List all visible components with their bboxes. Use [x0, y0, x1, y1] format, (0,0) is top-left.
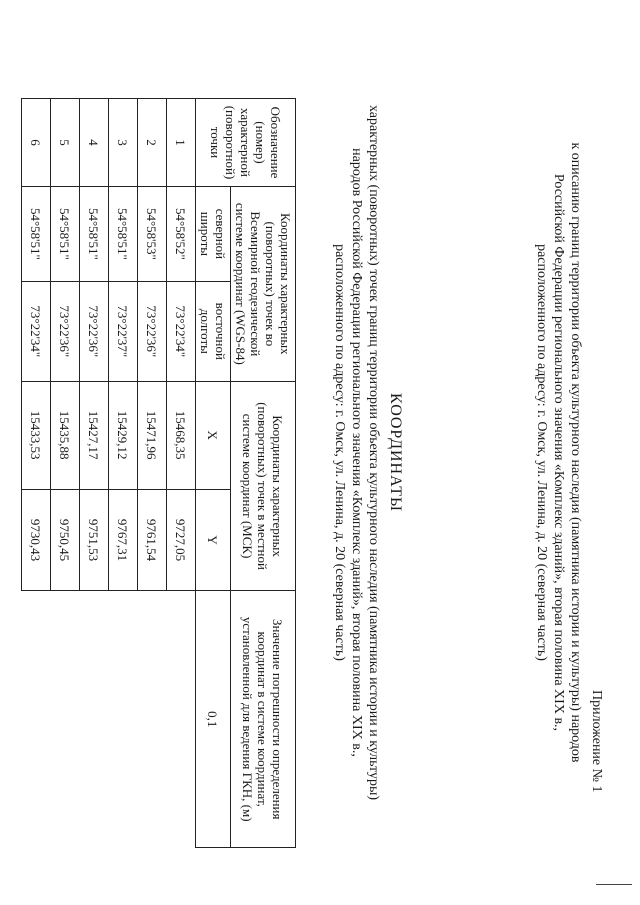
- subtitle-line: народов Российской Федерации регионального значения «Комплекс зданий», вторая половина XIX в.,: [349, 148, 364, 757]
- point-number: 2: [138, 99, 167, 187]
- latitude-cell: 54°58'51": [80, 186, 109, 281]
- y-cell: 9727,05: [167, 489, 196, 591]
- point-number: 4: [80, 99, 109, 187]
- y-cell: 9767,31: [109, 489, 138, 591]
- x-cell: 15433,53: [22, 381, 51, 489]
- x-cell: 15427,17: [80, 381, 109, 489]
- y-cell: 9730,43: [22, 489, 51, 591]
- longitude-cell: 73°22'34": [22, 281, 51, 381]
- point-number: 5: [51, 99, 80, 187]
- y-cell: 9761,54: [138, 489, 167, 591]
- header-x: X: [196, 381, 231, 489]
- error-value-cell: 0,1: [196, 591, 231, 848]
- y-cell: 9751,53: [80, 489, 109, 591]
- header-line: расположенного по адресу: г. Омск, ул. Ленина, д. 20 (северная часть): [534, 244, 549, 661]
- longitude-cell: 73°22'37": [109, 281, 138, 381]
- header-line: Российской Федерации регионального значения «Комплекс зданий», вторая половина XIX в.,: [551, 173, 566, 732]
- subtitle-line: характерных (поворотных) точек границ территории объекта культурного наследия (памятника истории и культуры): [366, 104, 381, 801]
- table-row: [167, 99, 196, 848]
- table-row: [80, 99, 109, 848]
- subtitle-line: расположенного по адресу: г. Омск, ул. Ленина, д. 20 (северная часть): [332, 244, 347, 661]
- table-row: [138, 99, 167, 848]
- document-header: [533, 0, 584, 905]
- header-point-designation: Обозначение (номер) характерной (поворотной) точки: [196, 99, 296, 187]
- longitude-cell: 73°22'36": [51, 281, 80, 381]
- header-error-value: Значение погрешности определения координат в системе координат, установленной для ведения ГКН, (м): [231, 591, 296, 848]
- page-edge-mark: [596, 884, 632, 885]
- latitude-cell: 54°58'51": [109, 186, 138, 281]
- latitude-cell: 54°58'51": [22, 186, 51, 281]
- header-local-coordinates: Координаты характерных (поворотных) точек в местной системе координат (МСК): [231, 381, 296, 591]
- document-title: КООРДИНАТЫ: [387, 393, 404, 512]
- header-wgs84-coordinates: Координаты характерных (поворотных) точек во Всемирной геодезической системе координат (WGS-84): [231, 186, 296, 381]
- y-cell: 9750,45: [51, 489, 80, 591]
- x-cell: 15468,35: [167, 381, 196, 489]
- latitude-cell: 54°58'52": [167, 186, 196, 281]
- point-number: 3: [109, 99, 138, 187]
- header-east-longitude: восточной долготы: [196, 281, 231, 381]
- latitude-cell: 54°58'53": [138, 186, 167, 281]
- x-cell: 15435,88: [51, 381, 80, 489]
- longitude-cell: 73°22'34": [167, 281, 196, 381]
- x-cell: 15429,12: [109, 381, 138, 489]
- table-row: [22, 99, 51, 848]
- table-row: [51, 99, 80, 848]
- table-row: [109, 99, 138, 848]
- document-subtitle: [331, 0, 382, 905]
- annex-title: Приложение № 1: [589, 690, 604, 793]
- point-number: 6: [22, 99, 51, 187]
- x-cell: 15471,96: [138, 381, 167, 489]
- header-line: к описанию границ территории объекта культурного наследия (памятника истории и культуры) народов: [568, 142, 583, 763]
- longitude-cell: 73°22'36": [80, 281, 109, 381]
- header-y: Y: [196, 489, 231, 591]
- longitude-cell: 73°22'36": [138, 281, 167, 381]
- point-number: 1: [167, 99, 196, 187]
- header-north-latitude: северной широты: [196, 186, 231, 281]
- coordinates-table: [21, 98, 296, 848]
- latitude-cell: 54°58'51": [51, 186, 80, 281]
